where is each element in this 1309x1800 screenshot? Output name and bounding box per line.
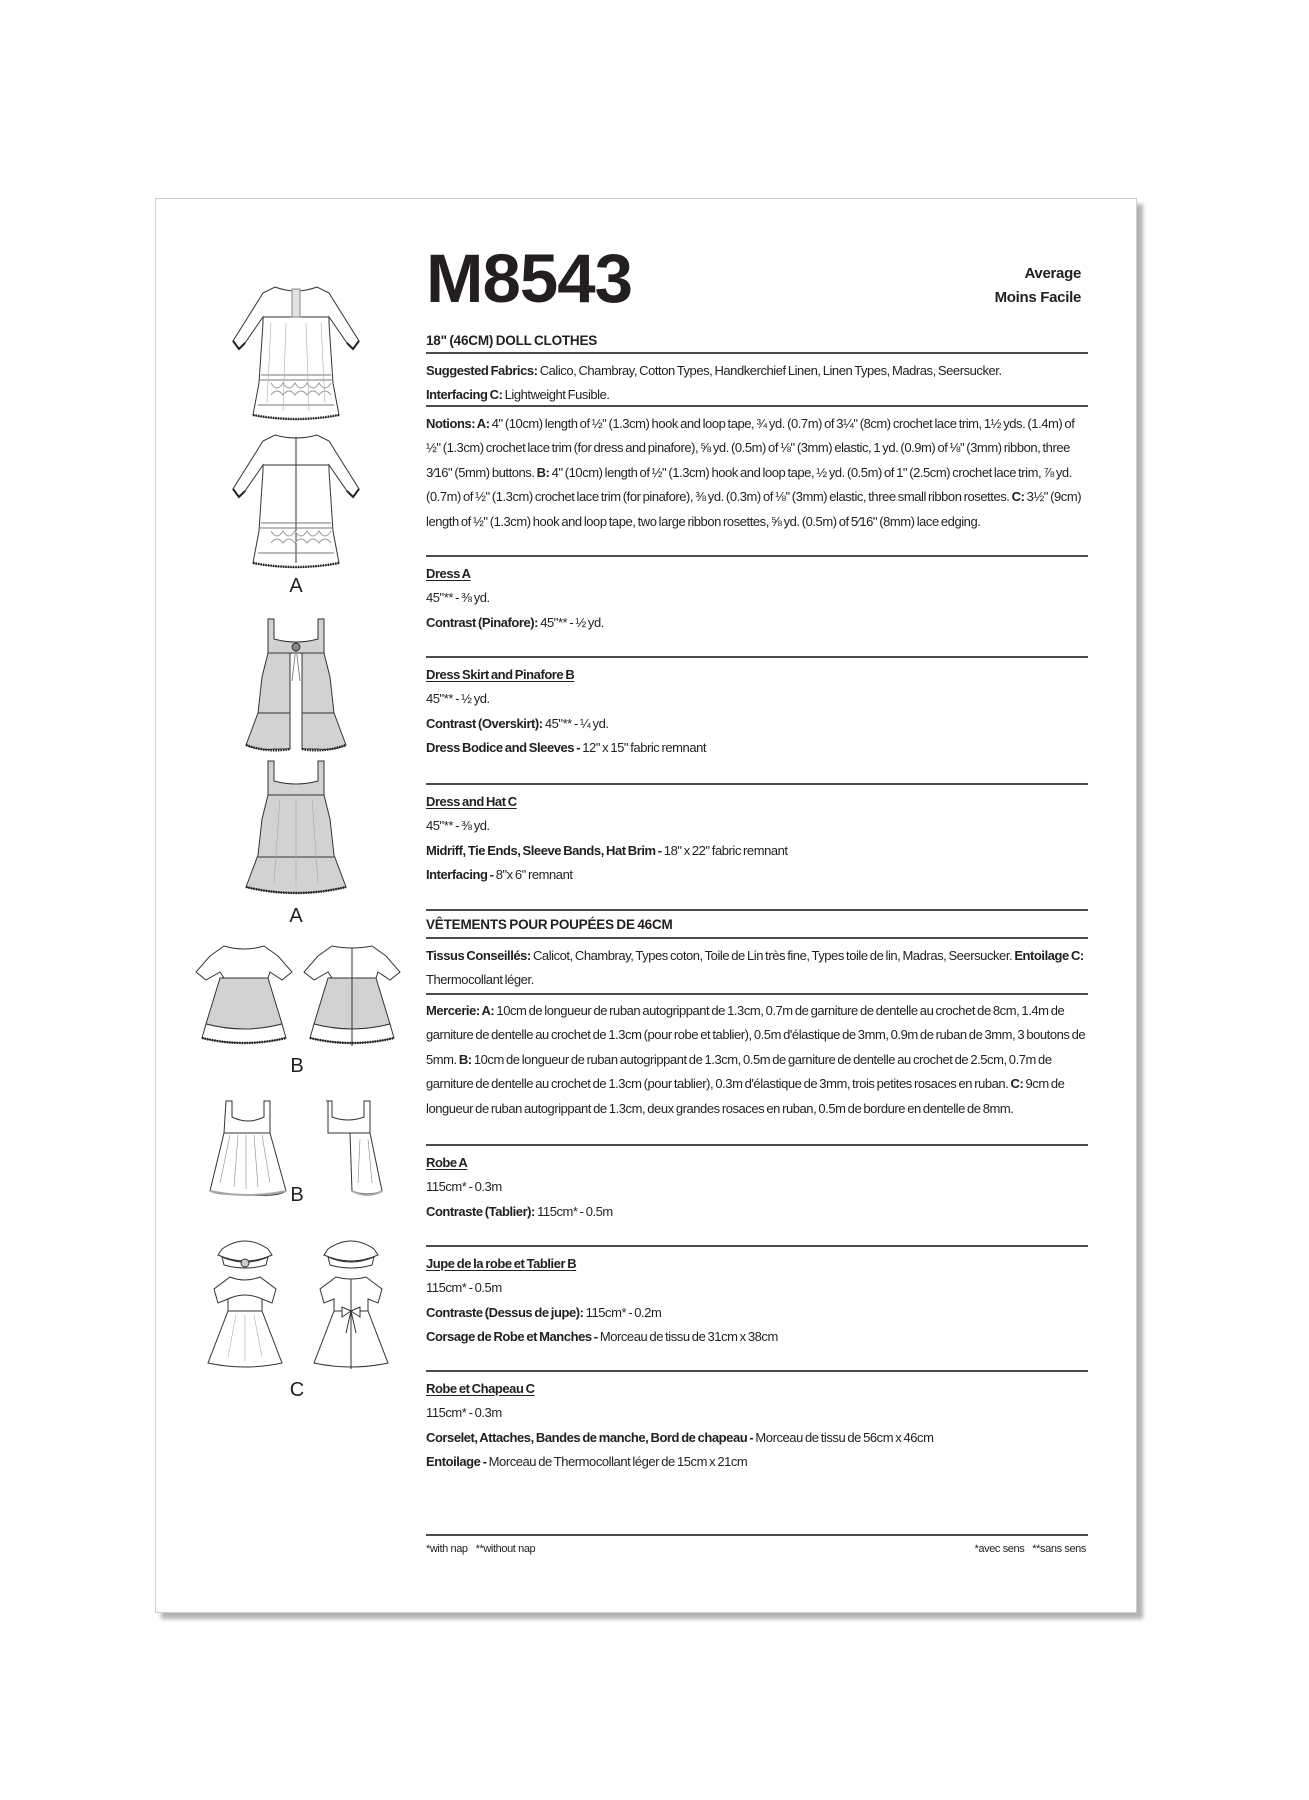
dress-c-front-illustration	[200, 1237, 290, 1377]
line-value: 115cm* - 0.5m	[426, 1280, 502, 1296]
english-notions	[426, 412, 1088, 534]
dress-c-back-illustration	[306, 1237, 396, 1377]
view-a-yardage	[426, 562, 1088, 635]
divider	[426, 909, 1088, 911]
fabrics-label: Tissus Conseillés:	[426, 948, 531, 963]
view-heading: Dress Skirt and Pinafore B	[426, 667, 575, 682]
view-label-b: B	[290, 1055, 304, 1077]
view-label-a-pinafore: A	[289, 905, 303, 927]
view-b-yardage	[426, 663, 1088, 761]
line-label: Contraste (Dessus de jupe):	[426, 1304, 584, 1320]
view-a-yardage-fr	[426, 1151, 1088, 1224]
french-fabrics	[426, 944, 1088, 993]
line-value: Morceau de tissu de 56cm x 46cm	[753, 1429, 934, 1445]
fabrics-value: Calicot, Chambray, Types coton, Toile de Lin très fine, Types toile de lin, Madras, Seersucker.	[530, 948, 1013, 963]
divider	[426, 656, 1088, 658]
divider	[426, 405, 1088, 407]
pinafore-b-front-illustration	[208, 1099, 292, 1199]
english-fabrics	[426, 359, 1088, 408]
view-label-b-pinafore: B	[290, 1184, 304, 1206]
line-value: 8"x 6" remnant	[493, 867, 573, 883]
footnote-avec-sens: *avec sens	[974, 1543, 1025, 1555]
dress-a-front-illustration	[231, 283, 361, 421]
divider	[426, 937, 1088, 939]
line-label: Corselet, Attaches, Bandes de manche, Bord de chapeau -	[426, 1429, 754, 1445]
pinafore-a-front-illustration	[244, 617, 348, 753]
notions-c: 3½" (9cm) length of ½" (1.3cm) hook and loop tape, two large ribbon rosettes, ⅝ yd. (0.5m) of 5⁄16" (8mm) lace edging.	[426, 489, 1082, 529]
view-heading: Jupe de la robe et Tablier B	[426, 1256, 577, 1271]
pinafore-a-back-illustration	[244, 759, 348, 895]
line-value: 45"** - ¼ yd.	[542, 715, 609, 731]
line-label: Corsage de Robe et Manches -	[426, 1329, 598, 1345]
french-title: VÊTEMENTS POUR POUPÉES DE 46CM	[426, 917, 673, 932]
line-label: Contrast (Pinafore):	[426, 614, 539, 630]
interfacing-label: Entoilage C:	[1012, 948, 1084, 963]
line-value: 45"** - ⅜ yd.	[426, 590, 490, 606]
notions-a: 10cm de longueur de ruban autogrippant de 1.3cm, 0.7m de garniture de dentelle au crochet de 8cm, 1.4m de garniture de dentelle au crochet de 1.3cm (pour robe et tablier), 0.5m d'élastique de 3mm, 0.9m de ruban de 3mm, 3 boutons de 5mm.	[426, 1003, 1086, 1067]
line-value: 115cm* - 0.5m	[534, 1203, 613, 1219]
interfacing-value: Lightweight Fusible.	[502, 387, 610, 403]
divider	[426, 993, 1088, 995]
line-value: Morceau de Thermocollant léger de 15cm x 21cm	[486, 1454, 748, 1470]
view-label-a: A	[289, 575, 303, 597]
divider	[426, 1370, 1088, 1372]
fabrics-value: Calico, Chambray, Cotton Types, Handkerchief Linen, Linen Types, Madras, Seersucker.	[537, 363, 1002, 378]
interfacing-value: Thermocollant léger.	[426, 972, 534, 988]
difficulty-rating	[995, 262, 1081, 310]
line-label: Interfacing -	[426, 867, 494, 883]
difficulty-english: Average	[1024, 265, 1081, 282]
line-value: 45"** - ⅜ yd.	[426, 818, 490, 834]
line-label: Entoilage -	[426, 1454, 487, 1470]
view-heading: Robe et Chapeau C	[426, 1381, 535, 1396]
line-value: 18" x 22" fabric remnant	[661, 842, 788, 858]
footnote-english	[426, 1543, 535, 1555]
view-heading: Dress A	[426, 566, 471, 581]
view-c-yardage-fr	[426, 1377, 1088, 1475]
notions-c: 9cm de longueur de ruban autogrippant de 1.3cm, deux grandes rosaces en ruban, 0.5m de bordure en dentelle de 8mm.	[426, 1076, 1065, 1116]
notions-c-label: C:	[1008, 1076, 1024, 1092]
dress-b-back-illustration	[302, 942, 402, 1052]
notions-b-label: B:	[456, 1051, 472, 1067]
pinafore-b-back-illustration	[308, 1099, 392, 1199]
line-label: Contrast (Overskirt):	[426, 715, 543, 731]
line-value: Morceau de tissu de 31cm x 38cm	[597, 1329, 778, 1345]
line-value: 115cm* - 0.2m	[583, 1304, 662, 1320]
divider	[426, 783, 1088, 785]
divider	[426, 1144, 1088, 1146]
line-label: Contraste (Tablier):	[426, 1203, 535, 1219]
notions-c-label: C:	[1009, 489, 1025, 505]
interfacing-label: Interfacing C:	[426, 387, 503, 403]
footer-divider	[426, 1534, 1088, 1536]
pattern-number: M8543	[426, 240, 632, 317]
dress-b-front-illustration	[194, 942, 294, 1052]
line-label: Midriff, Tie Ends, Sleeve Bands, Hat Brim -	[426, 842, 662, 858]
line-value: 45"** - ½ yd.	[538, 614, 604, 630]
pattern-back-page	[155, 198, 1137, 1613]
line-value: 12" x 15" fabric remnant	[580, 740, 707, 756]
notions-b: 4" (10cm) length of ½" (1.3cm) hook and loop tape, ½ yd. (0.5m) of 1" (2.5cm) crochet lace trim, ⅞ yd. (0.7m) of ½" (1.3cm) crochet lace trim (for pinafore), ⅜ yd. (0.3m) of ⅛" (3mm) elastic, three small ribbon rosettes.	[426, 464, 1072, 505]
notions-label: Notions: A:	[426, 416, 490, 431]
line-label: Dress Bodice and Sleeves -	[426, 740, 581, 756]
footnote-without-nap: **without nap	[475, 1543, 536, 1555]
fabrics-label: Suggested Fabrics:	[426, 363, 538, 378]
difficulty-french: Moins Facile	[994, 289, 1081, 306]
view-heading: Dress and Hat C	[426, 794, 517, 809]
footnote-sans-sens: **sans sens	[1032, 1543, 1086, 1555]
footnote-french	[975, 1543, 1086, 1555]
view-heading: Robe A	[426, 1155, 468, 1170]
footnote-with-nap: *with nap	[426, 1543, 468, 1555]
english-title: 18" (46CM) DOLL CLOTHES	[426, 333, 598, 348]
french-notions	[426, 999, 1088, 1121]
notions-label: Mercerie: A:	[426, 1003, 495, 1018]
notions-b-label: B:	[534, 464, 550, 480]
line-value: 115cm* - 0.3m	[426, 1179, 502, 1195]
view-c-yardage	[426, 790, 1088, 888]
divider	[426, 352, 1088, 354]
view-b-yardage-fr	[426, 1252, 1088, 1350]
notions-a: 4" (10cm) length of ½" (1.3cm) hook and loop tape, ¾ yd. (0.7m) of 3¼" (8cm) crochet lace trim, 1½ yds. (1.4m) of ½" (1.3cm) crochet lace trim (for dress and pinafore), ⅝ yd. (0.5m) of ⅛" (3mm) elastic, 1 yd. (0.9m) of ⅛" (3mm) ribbon, three 3⁄16" (5mm) buttons.	[426, 416, 1075, 480]
line-value: 115cm* - 0.3m	[426, 1405, 502, 1421]
divider	[426, 1245, 1088, 1247]
line-value: 45"** - ½ yd.	[426, 691, 490, 707]
notions-b: 10cm de longueur de ruban autogrippant de 1.3cm, 0.5m de garniture de dentelle au crochet de 2.5cm, 0.7m de garniture de dentelle au crochet de 1.3cm (pour tablier), 0.3m d'élastique de 3mm, trois petites rosaces en ruban.	[426, 1051, 1052, 1092]
divider	[426, 555, 1088, 557]
view-label-c: C	[289, 1379, 305, 1401]
dress-a-back-illustration	[231, 431, 361, 569]
